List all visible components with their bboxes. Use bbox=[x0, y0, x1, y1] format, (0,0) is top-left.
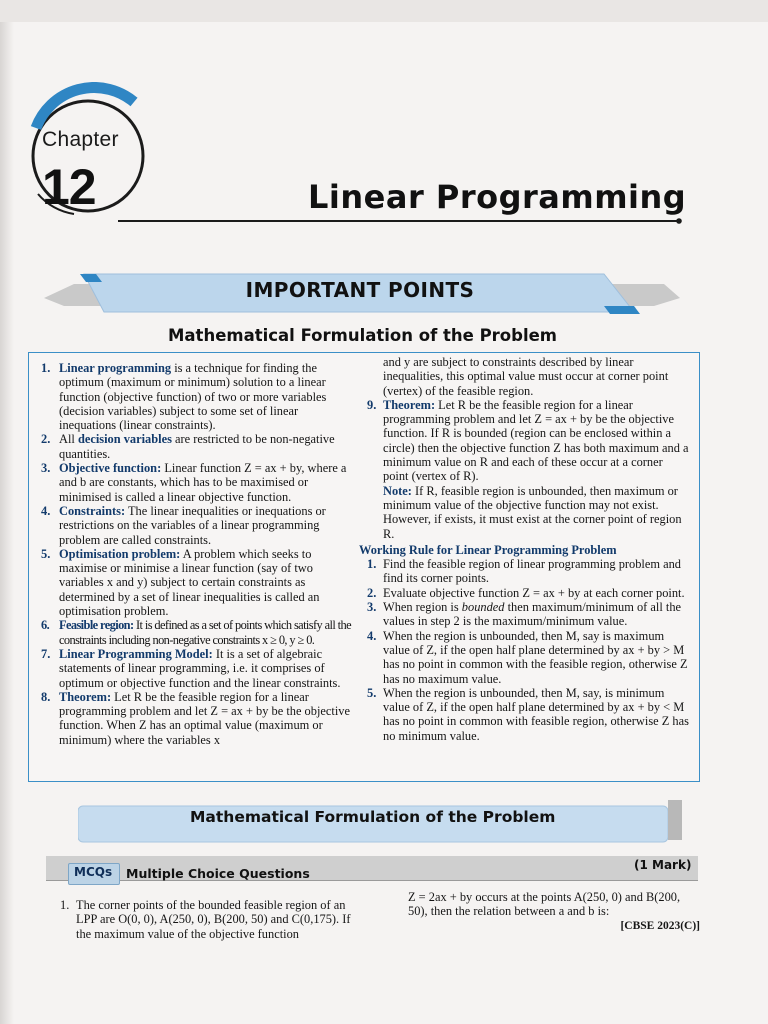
chapter-label: Chapter bbox=[42, 128, 119, 151]
section-title: Mathematical Formulation of the Problem bbox=[168, 326, 557, 345]
mcq-section-title: Multiple Choice Questions bbox=[126, 866, 310, 881]
point-keyword: Linear Programming Model: bbox=[59, 646, 213, 661]
question-1 bbox=[60, 898, 368, 941]
title-underline bbox=[118, 218, 684, 224]
marks-label: (1 Mark) bbox=[634, 858, 692, 872]
point-text: It is defined as a set of points which satisfy all the constraints including non-negative constraints x ≥ 0, y ≥ 0. bbox=[59, 618, 352, 647]
important-points-heading: IMPORTANT POINTS bbox=[245, 278, 475, 302]
left-column bbox=[41, 361, 357, 747]
point-item: 1. Linear programming is a technique for finding the optimum (maximum or minimum) solution to a linear function (objective function) of two or more variables (decision variables) subject to some set of linear inequations (linear constraints). bbox=[41, 361, 327, 433]
right-column bbox=[359, 355, 689, 743]
question-number: 1. bbox=[60, 898, 70, 912]
note-item bbox=[367, 484, 689, 541]
important-points-box bbox=[28, 352, 700, 782]
point-text: is a technique for finding the optimum (maximum or minimum) solution to a linear function (objective function) of two or more variables (decision variables) subject to some set of linear inequations (linear constraints). bbox=[59, 361, 327, 433]
point-keyword: Linear programming bbox=[59, 361, 172, 375]
point-item: 2. All decision variables are restricted to be non-negative quantities. bbox=[41, 432, 335, 461]
question-source: [CBSE 2023(C)] bbox=[620, 919, 700, 932]
question-text-continued: Z = 2ax + by occurs at the points A(250, 0) and B(200, 50), then the relation between a and b is: bbox=[408, 890, 681, 919]
point-text: and y are subject to constraints described by linear inequalities, this optimal value must occur at corner point (vertex) of the feasible region. bbox=[383, 355, 669, 398]
working-rule-step: 2. Evaluate objective function Z = ax + by at each corner point. bbox=[367, 585, 685, 600]
point-text: Let R be the feasible region for a linear programming problem and let Z = ax + by be the objective function. When Z has an optimal value (maximum or minimum) where the variables x bbox=[59, 689, 350, 747]
point-text: Linear function Z = ax + by, where a and b are constants, which has to be maximised or minimised is called a linear objective function. bbox=[59, 461, 347, 504]
chapter-number: 12 bbox=[42, 159, 96, 215]
point-continuation bbox=[367, 355, 689, 398]
point-text: Let R be the feasible region for a linear programming problem and let Z = ax + by be the objective function. If R is bounded (region can be enclosed within a circle) then the objective function Z has both maximum and a minimum value on R and each of these occur at a corner point (vertex of R). bbox=[383, 397, 689, 484]
point-text: The linear inequalities or inequations or restrictions on the variables of a linear programming problem are called constraints. bbox=[59, 503, 326, 547]
point-keyword: Objective function: bbox=[59, 461, 162, 476]
note-text: If R, feasible region is unbounded, then maximum or minimum value of the objective function may not exist. However, if exists, it must exist at the corner point of region R. bbox=[383, 483, 682, 541]
point-keyword: decision variables bbox=[77, 432, 172, 447]
question-text: The corner points of the bounded feasible region of an LPP are O(0, 0), A(250, 0), B(200, 50) and C(0,175). If the maximum value of the objective function bbox=[76, 898, 351, 941]
point-keyword: Theorem: bbox=[59, 689, 112, 704]
point-item: 7. Linear Programming Model: It is a set of algebraic statements of linear programming, i.e. it comprises of optimum or objective function and the linear constraints. bbox=[41, 646, 341, 690]
point-keyword: Constraints: bbox=[59, 503, 126, 518]
note-label: Note: bbox=[383, 483, 412, 498]
point-item: 5. Optimisation problem: A problem which seeks to maximise or minimise a linear function (say of two variables x and y) subject to certain constraints as determined by a set of linear inequalities is called an optimisation problem. bbox=[41, 546, 320, 619]
point-item: 3. Objective function: Linear function Z = ax + by, where a and b are constants, which has to be maximised or minimised is called a linear objective function. bbox=[41, 461, 347, 504]
formulation-banner-title: Mathematical Formulation of the Problem bbox=[190, 808, 556, 826]
working-rule-step: 1. Find the feasible region of linear programming problem and find its corner points. bbox=[367, 557, 681, 586]
working-rule-step: 4. When the region is unbounded, then M, say is maximum value of Z, if the open half plane determined by ax + by > M has no point in common with the feasible region, otherwise Z has no maximum value. bbox=[367, 628, 688, 686]
point-keyword: Optimisation problem: bbox=[59, 546, 181, 561]
working-rule-step: 3. When region is bounded then maximum/minimum of all the values in step 2 is the maximum/minimum value. bbox=[367, 600, 682, 629]
point-item: 6. Feasible region: It is defined as a set of points which satisfy all the constraints including non-negative constraints x ≥ 0, y ≥ 0. bbox=[41, 618, 352, 647]
point-keyword: Theorem: bbox=[383, 397, 436, 412]
point-text: It is a set of algebraic statements of linear programming, i.e. it comprises of optimum or objective function and the linear constraints. bbox=[59, 646, 341, 690]
working-rule-step: 5. When the region is unbounded, then M, say, is minimum value of Z, if the open half plane determined by ax + by < M has no point in common with feasible region, otherwise Z has no minimum value. bbox=[367, 685, 689, 743]
point-keyword: Feasible region: bbox=[59, 618, 134, 633]
mcq-tag-label: MCQs bbox=[74, 865, 113, 879]
point-item: 8. Theorem: Let R be the feasible region for a linear programming problem and let Z = ax + by be the objective function. When Z has an optimal value (maximum or minimum) where the variables x bbox=[41, 689, 350, 747]
point-text: A problem which seeks to maximise or minimise a linear function (say of two variables x and y) subject to certain constraints as determined by a set of linear inequalities is called an optimisation problem. bbox=[59, 546, 320, 619]
point-item: 9. Theorem: Let R be the feasible region for a linear programming problem and let Z = ax + by be the objective function. If R is bounded (region can be enclosed within a circle) then the objective function Z has both maximum and a minimum value on R and each of these occur at a corner point (vertex of R). bbox=[367, 397, 689, 484]
question-1-continued bbox=[408, 890, 700, 933]
working-rule-heading: Working Rule for Linear Programming Problem bbox=[359, 542, 617, 557]
point-item: 4. Constraints: The linear inequalities or inequations or restrictions on the variables of a linear programming problem are called constraints. bbox=[41, 503, 326, 547]
point-text: are restricted to be non-negative quantities. bbox=[59, 432, 335, 461]
chapter-title: Linear Programming bbox=[308, 178, 687, 216]
